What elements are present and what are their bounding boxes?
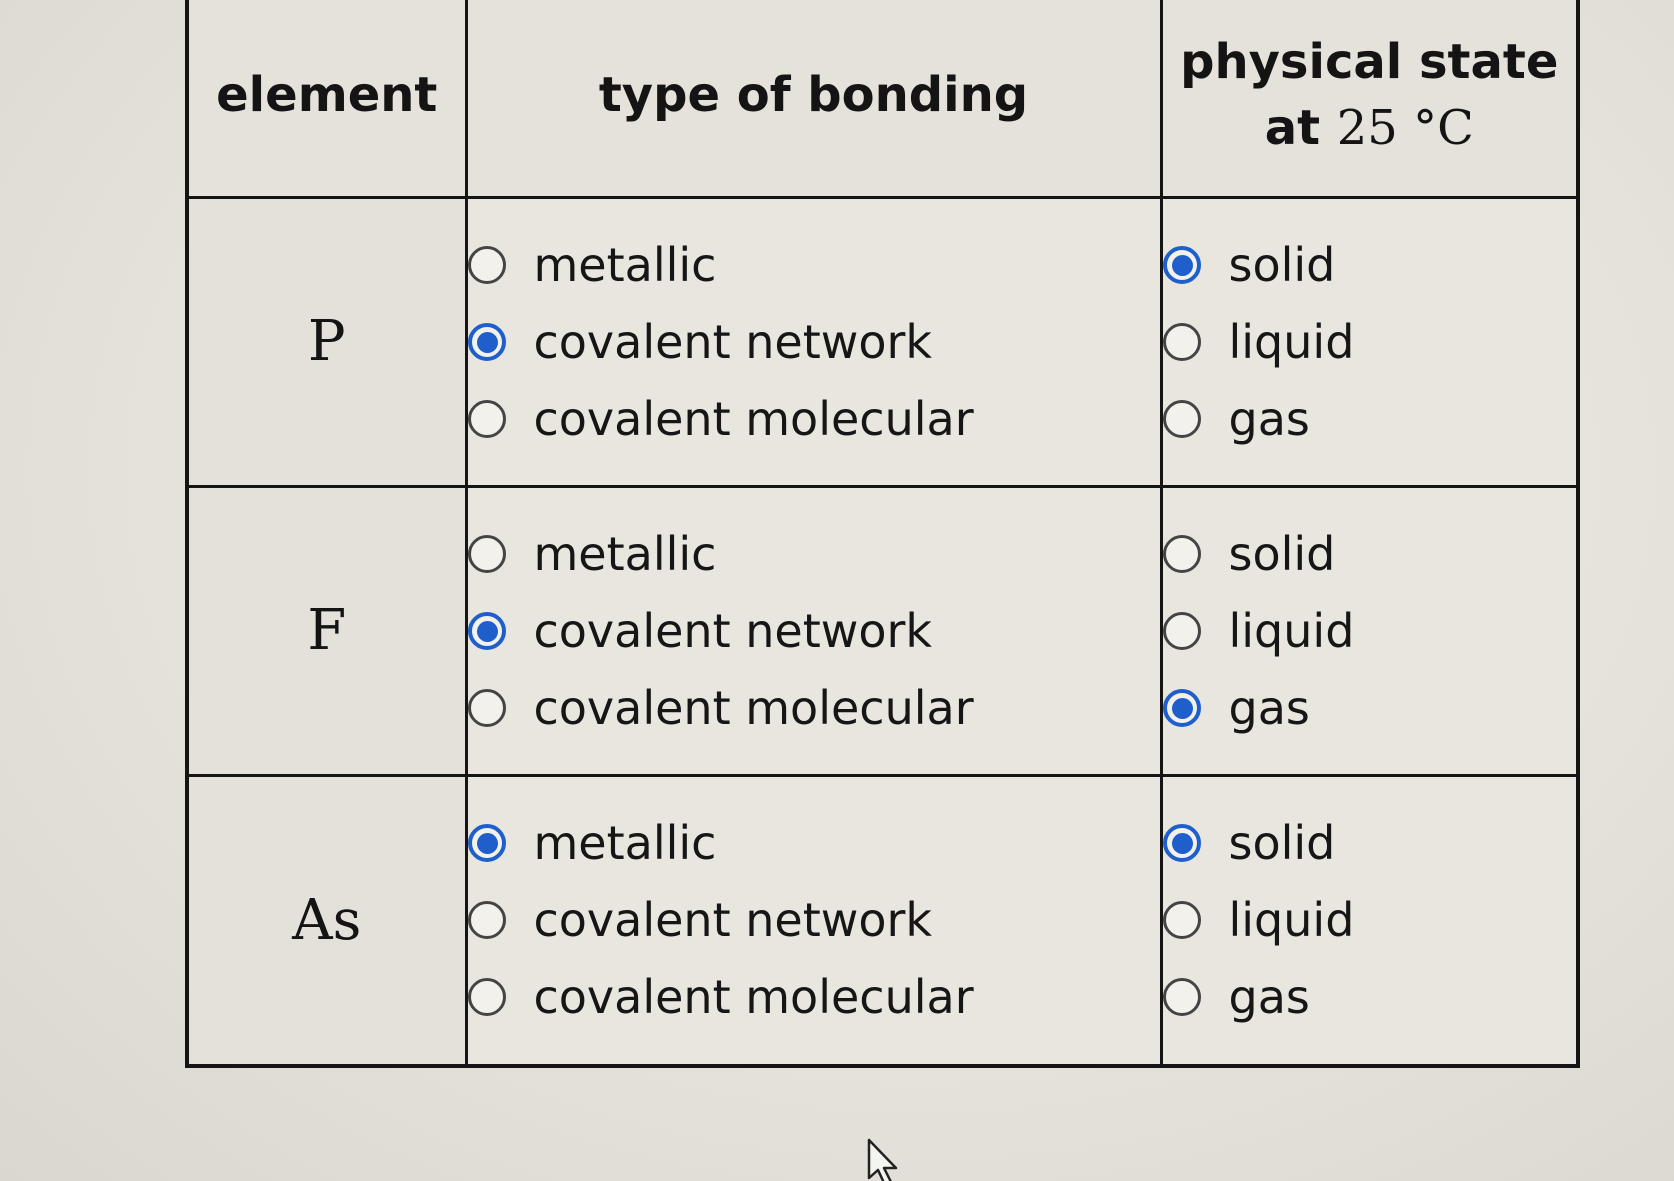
bonding-options — [466, 775, 1161, 1064]
radio-button[interactable] — [468, 689, 506, 727]
option-label: covalent network — [533, 314, 933, 369]
element-symbol: P — [307, 309, 346, 375]
bonding-options — [466, 197, 1161, 486]
option-label: metallic — [533, 526, 717, 581]
bonding-option-covalent-network[interactable] — [468, 882, 1160, 959]
option-label: covalent molecular — [533, 391, 974, 446]
state-option-solid[interactable] — [1163, 515, 1577, 592]
radio-button-selected[interactable] — [1163, 689, 1201, 727]
element-cell — [189, 775, 466, 1064]
bonding-option-covalent-network[interactable] — [468, 303, 1160, 380]
option-label: metallic — [533, 237, 717, 292]
state-option-liquid[interactable] — [1163, 882, 1577, 959]
state-options — [1161, 486, 1576, 775]
option-label: solid — [1228, 526, 1336, 581]
option-label: solid — [1228, 237, 1336, 292]
radio-button-selected[interactable] — [468, 612, 506, 650]
radio-button[interactable] — [1163, 323, 1201, 361]
radio-button[interactable] — [1163, 901, 1201, 939]
option-label: covalent network — [533, 603, 933, 658]
radio-button[interactable] — [1163, 978, 1201, 1016]
radio-button-selected[interactable] — [468, 323, 506, 361]
state-options — [1161, 197, 1576, 486]
radio-button[interactable] — [1163, 400, 1201, 438]
option-label: solid — [1228, 816, 1336, 871]
radio-button[interactable] — [1163, 535, 1201, 573]
bonding-state-table — [189, 0, 1576, 1064]
radio-button-selected[interactable] — [1163, 246, 1201, 284]
radio-button[interactable] — [468, 246, 506, 284]
option-label: metallic — [533, 816, 717, 871]
element-symbol: F — [307, 598, 347, 664]
element-cell — [189, 486, 466, 775]
bonding-option-covalent-molecular[interactable] — [468, 959, 1160, 1036]
state-options — [1161, 775, 1576, 1064]
mouse-cursor-icon — [866, 1138, 906, 1181]
state-option-solid[interactable] — [1163, 226, 1577, 303]
element-symbol: As — [292, 887, 362, 953]
radio-button-selected[interactable] — [468, 824, 506, 862]
radio-button[interactable] — [468, 535, 506, 573]
header-bonding-label: type of bonding — [598, 66, 1029, 123]
header-state-at: at — [1264, 99, 1321, 156]
radio-button[interactable] — [468, 978, 506, 1016]
state-option-gas[interactable] — [1163, 380, 1577, 457]
option-label: covalent molecular — [533, 970, 974, 1025]
header-state-line1: physical state — [1180, 33, 1559, 90]
option-label: liquid — [1228, 314, 1355, 369]
state-option-gas[interactable] — [1163, 959, 1577, 1036]
bonding-option-covalent-network[interactable] — [468, 592, 1160, 669]
header-state — [1161, 0, 1576, 197]
option-label: gas — [1228, 970, 1310, 1025]
bonding-state-table-frame — [185, 0, 1580, 1068]
bonding-option-covalent-molecular[interactable] — [468, 669, 1160, 746]
element-cell — [189, 197, 466, 486]
option-label: gas — [1228, 391, 1310, 446]
state-option-gas[interactable] — [1163, 669, 1577, 746]
radio-button[interactable] — [468, 901, 506, 939]
header-bonding — [466, 0, 1161, 197]
header-row — [189, 0, 1576, 197]
bonding-option-metallic[interactable] — [468, 515, 1160, 592]
radio-button[interactable] — [1163, 612, 1201, 650]
state-option-solid[interactable] — [1163, 805, 1577, 882]
bonding-option-metallic[interactable] — [468, 805, 1160, 882]
option-label: liquid — [1228, 603, 1355, 658]
header-state-temp: 25 °C — [1336, 99, 1474, 156]
table-row — [189, 486, 1576, 775]
radio-button-selected[interactable] — [1163, 824, 1201, 862]
state-option-liquid[interactable] — [1163, 592, 1577, 669]
option-label: covalent network — [533, 893, 933, 948]
table-row — [189, 775, 1576, 1064]
header-element-label: element — [216, 66, 438, 123]
option-label: liquid — [1228, 893, 1355, 948]
option-label: covalent molecular — [533, 680, 974, 735]
bonding-option-covalent-molecular[interactable] — [468, 380, 1160, 457]
option-label: gas — [1228, 680, 1310, 735]
table-row — [189, 197, 1576, 486]
header-element — [189, 0, 466, 197]
bonding-option-metallic[interactable] — [468, 226, 1160, 303]
state-option-liquid[interactable] — [1163, 303, 1577, 380]
bonding-options — [466, 486, 1161, 775]
radio-button[interactable] — [468, 400, 506, 438]
